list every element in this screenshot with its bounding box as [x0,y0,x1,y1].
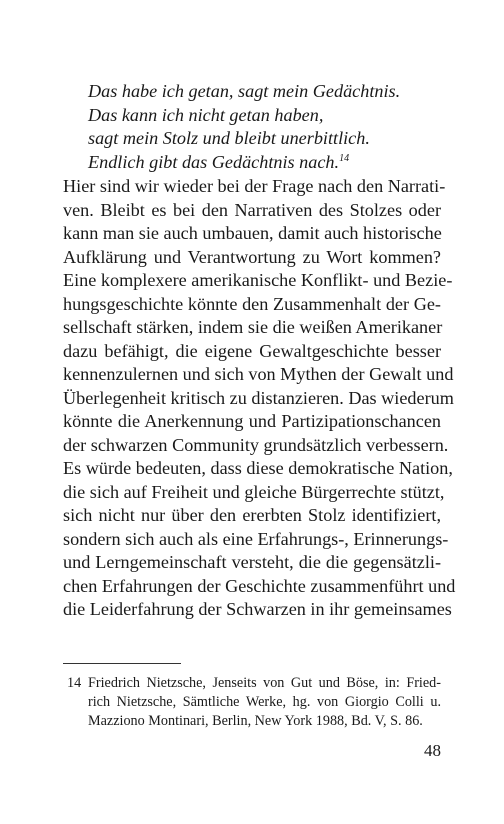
page-number: 48 [424,741,441,760]
body-line: und Lerngemeinschaft versteht, die die gegensätzli- [63,552,441,572]
body-line: kann man sie auch umbauen, damit auch historische [63,223,442,243]
body-line: Hier sind wir wieder bei der Frage nach den Narrati- [63,176,446,196]
body-line: ven. Bleibt es bei den Narrativen des Stolzes oder [63,199,441,220]
footnote-line: Friedrich Nietzsche, Jenseits von Gut und Böse, in: Fried- [88,675,441,691]
body-line: Eine komplexere amerikanische Konflikt- und Bezie- [63,270,453,290]
body-line: hungsgeschichte könnte den Zusammenhalt der Ge- [63,293,441,314]
body-line: kennenzulernen und sich von Mythen der Gewalt und [63,364,454,384]
body-line: sich nicht nur über den ererbten Stolz identifiziert, [63,505,441,525]
body-line: die sich auf Freiheit und gleiche Bürgerrechte stützt, [63,481,445,502]
body-paragraph [63,175,456,622]
body-line: Überlegenheit kritisch zu distanzieren. Das wiederum [63,387,454,408]
footnote-reference[interactable]: 14 [339,152,350,164]
quote-line: sagt mein Stolz und bleibt unerbittlich. [88,128,370,149]
footnote-text [88,674,441,731]
footnote-separator [63,663,181,664]
quote-line: Das habe ich getan, sagt mein Gedächtnis. [88,81,401,101]
body-line: Aufklärung und Verantwortung zu Wort kommen? [63,246,441,267]
footnote-line: rich Nietzsche, Sämtliche Werke, hg. von Giorgio Colli u. [88,694,441,710]
footnote-line: Mazziono Montinari, Berlin, New York 1988, Bd. V, S. 86. [88,713,423,729]
body-line: Es würde bedeuten, dass diese demokratische Nation, [63,458,453,478]
poem-quote [88,80,468,174]
quote-line: Das kann ich nicht getan haben, [88,104,324,125]
body-line: könnte die Anerkennung und Partizipationschancen [63,411,441,431]
quote-line [88,151,468,175]
body-line: sellschaft stärken, indem sie die weißen Amerikaner [63,317,443,337]
body-line: chen Erfahrungen der Geschichte zusammenführt und [63,575,456,596]
body-line: dazu befähigt, die eigene Gewaltgeschichte besser [63,340,441,361]
body-line: sondern sich auch als eine Erfahrungs-, Erinnerungs- [63,528,449,549]
body-line: die Leiderfahrung der Schwarzen in ihr gemeinsames [63,599,452,619]
footnote-number: 14 [67,675,82,691]
body-line: der schwarzen Community grundsätzlich verbessern. [63,434,449,455]
quote-line-text: Endlich gibt das Gedächtnis nach. [88,151,340,172]
